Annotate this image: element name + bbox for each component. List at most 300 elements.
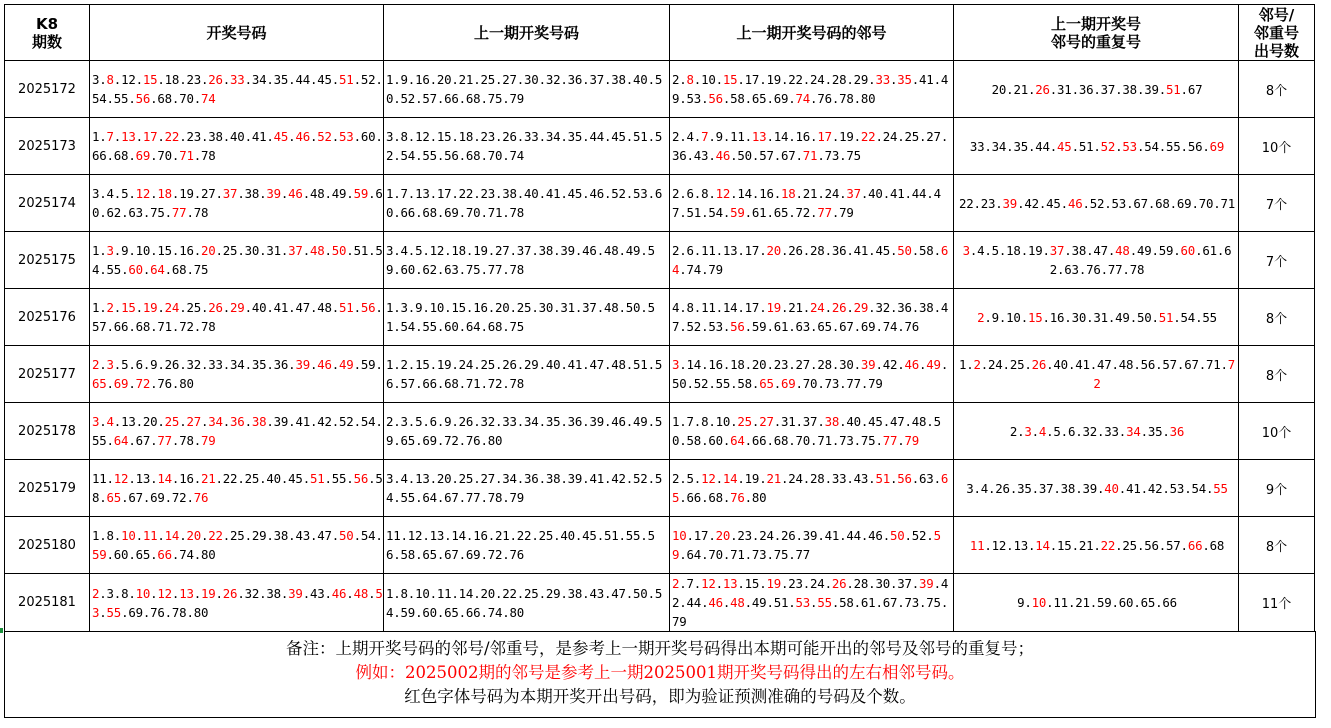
separator: .	[1155, 595, 1163, 610]
separator: .	[331, 357, 340, 372]
lottery-number: 51	[339, 300, 354, 315]
separator: .	[795, 148, 803, 163]
lottery-number: 55	[715, 376, 731, 391]
separator: .	[919, 357, 927, 372]
lottery-number: 51	[386, 300, 655, 334]
separator: .	[266, 357, 274, 372]
separator: .	[582, 186, 590, 201]
lottery-number: 40	[560, 528, 575, 543]
lottery-number: 46	[708, 595, 723, 610]
lottery-number: 52	[400, 91, 416, 106]
separator: .	[766, 91, 774, 106]
separator: .	[142, 205, 151, 220]
separator: .	[1017, 195, 1025, 211]
separator: .	[473, 357, 481, 372]
separator: .	[288, 129, 296, 144]
lottery-number: 63	[128, 205, 143, 220]
lottery-number: 9	[1017, 595, 1025, 610]
lottery-number: 38	[208, 129, 223, 144]
lottery-number: 14	[451, 528, 466, 543]
lottery-number: 52	[686, 319, 702, 334]
lottery-number: 28	[853, 576, 869, 591]
lottery-number: 57	[759, 148, 774, 163]
separator: .	[1122, 262, 1130, 277]
separator: .	[1049, 537, 1058, 553]
separator: .	[722, 357, 731, 372]
separator: .	[128, 148, 136, 163]
lottery-number: 39	[567, 471, 583, 486]
separator: .	[933, 72, 941, 87]
lottery-number: 6	[429, 414, 437, 429]
lottery-number: 37	[1049, 243, 1065, 258]
separator: .	[1129, 309, 1137, 325]
lottery-number: 17	[817, 129, 832, 144]
lottery-number: 27	[494, 243, 510, 258]
lottery-number: 40	[868, 186, 883, 201]
lottery-number: 31	[780, 414, 796, 429]
lottery-number: 47	[889, 414, 905, 429]
lottery-number: 77	[795, 547, 811, 562]
lottery-number: 48	[730, 595, 745, 610]
separator: .	[494, 414, 503, 429]
lottery-number: 25	[524, 585, 539, 601]
separator: .	[582, 471, 590, 486]
separator: .	[1155, 357, 1163, 372]
separator: .	[824, 243, 832, 258]
lottery-number: 57	[92, 319, 107, 334]
lottery-number: 57	[1166, 537, 1181, 553]
lottery-number: 29	[853, 300, 869, 315]
lottery-number: 54	[360, 528, 376, 543]
separator: .	[407, 186, 416, 201]
separator: .	[186, 262, 194, 277]
lottery-number: 39	[860, 357, 876, 372]
separator: .	[1060, 423, 1068, 439]
table-row	[5, 232, 1315, 289]
separator: .	[422, 528, 430, 543]
separator: .	[531, 300, 539, 315]
separator: .	[393, 148, 401, 163]
lottery-number: 54	[360, 414, 376, 429]
separator: .	[353, 528, 361, 543]
separator: .	[193, 471, 201, 486]
separator: .	[1027, 537, 1036, 553]
separator: .	[331, 300, 340, 315]
separator: .	[875, 129, 883, 144]
lottery-number: 11	[1053, 595, 1068, 610]
separator: .	[679, 576, 687, 591]
separator: .	[722, 129, 731, 144]
lottery-number: 54	[1180, 309, 1196, 325]
lottery-number: 27	[926, 129, 941, 144]
separator: .	[436, 433, 445, 448]
separator: .	[353, 129, 361, 144]
lottery-number: 25	[904, 129, 920, 144]
lottery-number: 46	[331, 585, 347, 601]
lottery-number: 50	[633, 585, 648, 601]
separator: .	[436, 148, 445, 163]
separator: .	[157, 414, 165, 429]
lottery-number: 68	[708, 490, 723, 505]
lottery-number: 72	[487, 547, 503, 562]
lottery-number: 13	[121, 414, 136, 429]
lottery-number: 75	[150, 205, 165, 220]
table-row	[5, 460, 1315, 517]
separator: .	[393, 585, 401, 601]
separator: .	[502, 148, 510, 163]
lottery-number: 11	[969, 537, 985, 553]
separator: .	[897, 129, 905, 144]
lottery-number: 23	[773, 357, 789, 372]
separator: .	[150, 585, 158, 601]
lottery-number: 75	[465, 262, 481, 277]
lottery-number: 1	[386, 72, 394, 87]
separator: .	[451, 72, 459, 87]
separator: .	[1024, 595, 1032, 610]
separator: .	[494, 186, 503, 201]
separator: .	[99, 72, 107, 87]
separator: .	[222, 129, 231, 144]
lottery-number: 35	[567, 129, 583, 144]
lottery-number: 72	[1093, 357, 1236, 391]
separator: .	[407, 414, 416, 429]
lottery-number: 5	[121, 357, 129, 372]
lottery-number: 14	[773, 129, 789, 144]
lottery-number: 48	[603, 243, 619, 258]
lottery-number: 54	[386, 585, 663, 620]
lottery-number: 69	[113, 376, 129, 391]
separator: .	[346, 471, 354, 486]
separator: .	[128, 547, 136, 562]
lottery-number: 36	[672, 148, 687, 163]
draw-numbers-cell	[90, 517, 384, 574]
lottery-number: 69	[422, 433, 437, 448]
separator: .	[150, 319, 158, 334]
lottery-number: 78	[509, 376, 525, 391]
separator: .	[99, 585, 107, 601]
lottery-number: 6	[135, 357, 143, 372]
separator: .	[1020, 243, 1028, 258]
separator: .	[810, 91, 818, 106]
separator: .	[393, 129, 401, 144]
lottery-number: 74	[795, 91, 811, 106]
lottery-number: 68	[444, 376, 459, 391]
separator: .	[904, 414, 912, 429]
separator: .	[473, 471, 481, 486]
lottery-number: 7	[106, 129, 114, 144]
separator: .	[135, 528, 143, 543]
lottery-number: 69	[860, 319, 876, 334]
lottery-number: 19	[200, 585, 216, 601]
separator: .	[1202, 138, 1210, 154]
draw-numbers-cell	[90, 460, 384, 517]
separator: .	[780, 72, 789, 87]
lottery-number: 39	[1002, 195, 1018, 211]
lottery-number: 38	[1122, 81, 1137, 97]
separator: .	[502, 376, 510, 391]
lottery-number: 70	[802, 376, 818, 391]
lottery-number: 44	[1035, 138, 1050, 154]
separator: .	[288, 72, 296, 87]
separator: .	[193, 186, 201, 201]
separator: .	[473, 72, 481, 87]
lottery-number: 18	[451, 243, 466, 258]
separator: .	[1205, 480, 1214, 496]
lottery-number: 10	[1031, 595, 1047, 610]
separator: .	[193, 148, 201, 163]
separator: .	[422, 414, 430, 429]
separator: .	[1006, 537, 1014, 553]
lottery-number: 24	[824, 186, 840, 201]
lottery-number: 56	[444, 148, 459, 163]
separator: .	[346, 243, 354, 258]
separator: .	[393, 243, 401, 258]
separator: .	[574, 528, 583, 543]
period-cell: 2025174	[5, 175, 90, 232]
separator: .	[780, 576, 789, 591]
separator: .	[99, 205, 107, 220]
lottery-number: 13	[429, 528, 445, 543]
lottery-number: 44	[589, 129, 604, 144]
separator: .	[538, 585, 546, 601]
separator: .	[538, 186, 546, 201]
lottery-number: 22	[1100, 537, 1116, 553]
separator: .	[502, 91, 510, 106]
lottery-number: 71	[1205, 357, 1221, 372]
separator: .	[393, 433, 401, 448]
lottery-number: 31	[266, 243, 281, 258]
draw-numbers-cell	[90, 175, 384, 232]
lottery-number: 35	[1017, 480, 1032, 496]
separator: .	[473, 585, 481, 601]
lottery-number: 22	[208, 528, 223, 543]
lottery-number: 38	[502, 186, 517, 201]
lottery-number: 25	[480, 357, 495, 372]
lottery-number: 39	[919, 576, 934, 591]
separator: .	[846, 300, 854, 315]
separator: .	[751, 376, 760, 391]
lottery-number: 16	[179, 471, 194, 486]
lottery-number: 58	[839, 595, 854, 610]
separator: .	[1093, 138, 1101, 154]
lottery-number: 9	[400, 72, 408, 87]
lottery-number: 46	[715, 148, 731, 163]
separator: .	[1147, 195, 1156, 211]
lottery-number: 25	[244, 471, 260, 486]
lottery-number: 13	[751, 129, 767, 144]
lottery-number: 47	[672, 300, 949, 334]
separator: .	[200, 528, 209, 543]
separator: .	[171, 547, 180, 562]
lottery-number: 45	[288, 471, 303, 486]
lottery-number: 73	[751, 547, 767, 562]
lottery-number: 43	[309, 585, 325, 601]
lottery-number: 55	[1166, 138, 1181, 154]
lottery-number: 26	[502, 357, 517, 372]
lottery-number: 34	[991, 138, 1007, 154]
separator: .	[237, 186, 245, 201]
previous-draw-cell	[384, 517, 670, 574]
lottery-number: 76	[904, 319, 920, 334]
separator: .	[1151, 243, 1159, 258]
lottery-number: 5	[686, 471, 694, 486]
lottery-number: 19	[473, 243, 488, 258]
lottery-number: 48	[309, 243, 325, 258]
separator: .	[679, 262, 687, 277]
separator: .	[346, 585, 354, 601]
lottery-number: 63	[1064, 262, 1079, 277]
lottery-number: 74	[200, 91, 216, 106]
separator: .	[722, 433, 731, 448]
draw-numbers-cell	[90, 232, 384, 289]
lottery-number: 66	[113, 319, 129, 334]
lottery-number: 21	[1075, 595, 1090, 610]
separator: .	[157, 72, 165, 87]
lottery-number: 14	[686, 357, 702, 372]
lottery-number: 12	[113, 471, 129, 486]
separator: .	[142, 604, 151, 620]
lottery-number: 72	[444, 433, 459, 448]
lottery-number: 28	[810, 471, 825, 486]
lottery-number: 20	[142, 414, 158, 429]
separator: .	[393, 490, 401, 505]
separator: .	[701, 433, 709, 448]
separator: .	[1151, 309, 1159, 325]
lottery-number: 46	[288, 186, 303, 201]
separator: .	[353, 72, 361, 87]
lottery-number: 65	[92, 376, 107, 391]
separator: .	[810, 319, 818, 334]
lottery-number: 26	[222, 585, 238, 601]
hit-count-cell: 11个	[1239, 574, 1315, 632]
separator: .	[1115, 537, 1123, 553]
separator: .	[538, 414, 546, 429]
lottery-number: 54	[1191, 480, 1206, 496]
separator: .	[846, 576, 854, 591]
separator: .	[244, 414, 252, 429]
lottery-number: 38	[266, 585, 281, 601]
separator: .	[788, 129, 796, 144]
lottery-number: 63	[919, 471, 934, 486]
separator: .	[494, 471, 503, 486]
separator: .	[911, 72, 920, 87]
separator: .	[106, 433, 114, 448]
lottery-number: 14	[722, 300, 738, 315]
lottery-number: 13	[121, 129, 136, 144]
lottery-number: 25	[230, 528, 245, 543]
lottery-number: 23	[480, 129, 495, 144]
separator: .	[853, 595, 861, 610]
separator: .	[407, 129, 416, 144]
lottery-number: 71	[1220, 195, 1236, 211]
lottery-number: 22	[516, 528, 532, 543]
lottery-number: 23	[980, 195, 996, 211]
separator: .	[375, 357, 383, 372]
neighbors-cell	[670, 517, 954, 574]
separator: .	[998, 309, 1007, 325]
separator: .	[135, 414, 143, 429]
separator: .	[889, 243, 898, 258]
lottery-number: 67	[1184, 357, 1199, 372]
lottery-number: 54	[92, 91, 107, 106]
lottery-number: 38	[244, 186, 260, 201]
separator: .	[288, 528, 296, 543]
lottery-number: 47	[1097, 357, 1112, 372]
separator: .	[237, 585, 245, 601]
lottery-number: 58	[400, 547, 416, 562]
separator: .	[911, 300, 920, 315]
lottery-number: 48	[317, 300, 332, 315]
separator: .	[788, 595, 796, 610]
separator: .	[393, 414, 401, 429]
separator: .	[538, 72, 546, 87]
lottery-number: 77	[882, 433, 898, 448]
separator: .	[853, 433, 861, 448]
separator: .	[560, 72, 568, 87]
separator: .	[331, 129, 340, 144]
table-row	[5, 61, 1315, 118]
neighbors-cell	[670, 460, 954, 517]
separator: .	[99, 300, 107, 315]
separator: .	[150, 471, 158, 486]
separator: .	[1057, 262, 1065, 277]
separator: .	[969, 243, 978, 258]
lottery-number: 73	[824, 148, 840, 163]
lottery-number: 39	[266, 186, 281, 201]
separator: .	[701, 262, 709, 277]
period-cell: 2025177	[5, 346, 90, 403]
lottery-number: 54	[400, 319, 416, 334]
lottery-number: 16	[179, 243, 194, 258]
lottery-number: 59	[1158, 243, 1174, 258]
separator: .	[679, 72, 687, 87]
separator: .	[773, 414, 781, 429]
lottery-number: 77	[171, 205, 187, 220]
lottery-number: 12	[407, 528, 423, 543]
lottery-number: 59	[751, 319, 767, 334]
separator: .	[574, 300, 583, 315]
separator: .	[266, 528, 274, 543]
lottery-number: 27	[502, 72, 517, 87]
separator: .	[693, 300, 702, 315]
lottery-number: 22	[860, 129, 876, 144]
lottery-number: 51	[1158, 309, 1174, 325]
separator: .	[171, 471, 180, 486]
lottery-number: 11	[142, 528, 158, 543]
lottery-number: 76	[150, 604, 165, 620]
lottery-number: 62	[1049, 243, 1232, 277]
lottery-number: 16	[795, 129, 811, 144]
lottery-number: 51	[773, 595, 789, 610]
separator: .	[113, 243, 122, 258]
lottery-number: 23	[788, 576, 803, 591]
lottery-number: 40	[846, 414, 861, 429]
separator: .	[701, 357, 709, 372]
separator: .	[1133, 595, 1141, 610]
lottery-number: 19	[766, 300, 781, 315]
lottery-number: 65	[1140, 595, 1156, 610]
separator: .	[603, 186, 612, 201]
separator: .	[831, 433, 840, 448]
separator: .	[788, 205, 796, 220]
separator: .	[737, 576, 745, 591]
separator: .	[113, 357, 122, 372]
lottery-number: 46	[589, 186, 604, 201]
separator: .	[897, 433, 905, 448]
separator: .	[150, 91, 158, 106]
separator: .	[171, 148, 180, 163]
separator: .	[502, 205, 510, 220]
